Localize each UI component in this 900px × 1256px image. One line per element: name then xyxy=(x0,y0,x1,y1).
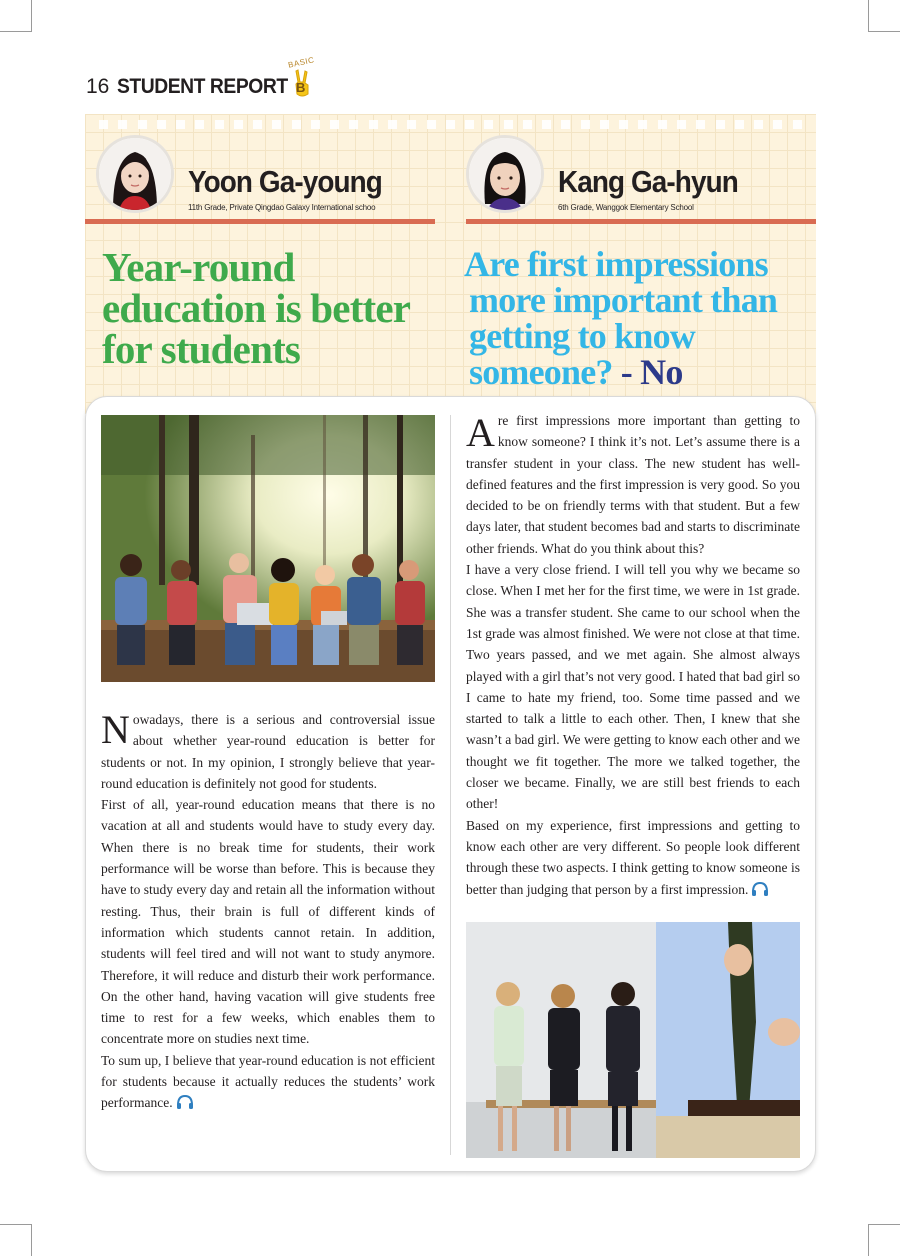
author-rule xyxy=(466,219,816,224)
level-badge-letter: B xyxy=(296,80,306,95)
job-interview-waiting-photo xyxy=(466,922,800,1158)
headline-line: getting to know xyxy=(469,316,696,356)
avatar xyxy=(466,135,544,213)
author-school: 11th Grade, Private Qingdao Galaxy International schoo xyxy=(188,203,376,212)
body-text: Based on my experience, first impressions and getting to know each other are very different. So people look different through these two aspects. I think getting to know someone is better than judging that person by a first impression. xyxy=(466,817,800,897)
body-text: owadays, there is a serious and controversial issue about whether year-round education is better for students or not. In my opinion, I strongly believe that year-round education is definitely not good for students. xyxy=(101,712,435,791)
headline-line: Are first impressions xyxy=(464,244,768,284)
body-paragraph xyxy=(101,1050,435,1114)
body-paragraph: First of all, year-round education means that there is no vacation at all and students would have to study every day. When there is no break time for students, their work performance will be worse than before. This is because they have to study every day and retain all the information without resting. Thus, their brain is full of different kinds of information which students cannot retain. In addition, students will feel tired and will not want to study anymore. Therefore, it will reduce and disturb their work performance. On the other hand, having vacation will give students free time to rest for a few weeks, which enables them to concentrate more on studies next time. xyxy=(101,797,435,1047)
column-divider xyxy=(450,415,451,1155)
article-body xyxy=(101,709,435,1114)
section-title: STUDENT REPORT xyxy=(117,75,288,98)
author-name: Yoon Ga-young xyxy=(188,164,382,199)
body-paragraph xyxy=(101,709,435,794)
drop-cap: N xyxy=(101,707,130,752)
author-rule xyxy=(85,219,435,224)
headphones-icon[interactable] xyxy=(751,881,769,897)
crop-mark xyxy=(868,1224,900,1225)
body-paragraph xyxy=(466,410,800,559)
author-school: 6th Grade, Wanggok Elementary School xyxy=(558,203,694,212)
level-badge-label: BASIC xyxy=(287,55,316,70)
headline-line: more important than xyxy=(469,280,778,320)
headphones-icon[interactable] xyxy=(176,1094,194,1110)
body-text: To sum up, I believe that year-round education is not efficient for students because it actually reduces the students’ work performance. xyxy=(101,1052,435,1111)
crop-mark xyxy=(0,31,32,32)
students-sitting-on-bench-photo xyxy=(101,415,435,682)
body-text: re first impressions more important than getting to know someone? I think it’s not. Let’s assume there is a transfer student in your class. The new student has well-defined features and the first impression is very good. So you decided to be on friendly terms with that student. But a few days later, that student becomes bad and starts to discriminate other friends. What do you think about this? xyxy=(466,413,800,556)
drop-cap: A xyxy=(466,410,495,455)
headline-line: someone? xyxy=(469,352,613,392)
crop-mark xyxy=(868,31,900,32)
band-perforation xyxy=(85,114,816,134)
headline-answer: - No xyxy=(620,352,683,392)
article-headline: Year-round education is better for students xyxy=(102,244,410,372)
crop-mark xyxy=(0,1224,32,1225)
article-body xyxy=(466,410,800,900)
crop-mark xyxy=(31,1224,32,1256)
body-paragraph xyxy=(466,815,800,900)
body-paragraph: I have a very close friend. I will tell you why we became so close. When I met her for the first time, we were in 1st grade. She was a transfer student. She came to our school when the 1st grade was almost finished. We were not close at that time. Two years passed, and we met again. She almost always played with a girl that’s not very good. I hated that bad girl so I came to hate my friend, too. Some time passed and we started to talk a little to each other. Then, I knew that she wasn’t a bad girl. We were getting to know each other and we thought we fit together. The more we talked together, the closer we became. Finally, we are still best friends to each other! xyxy=(466,562,800,812)
level-badge xyxy=(286,55,322,102)
crop-mark xyxy=(868,0,869,32)
crop-mark xyxy=(31,0,32,32)
article-headline xyxy=(464,246,814,390)
page-number: 16 xyxy=(86,75,110,98)
author-name: Kang Ga-hyun xyxy=(558,164,738,199)
avatar xyxy=(96,135,174,213)
crop-mark xyxy=(868,1224,869,1256)
